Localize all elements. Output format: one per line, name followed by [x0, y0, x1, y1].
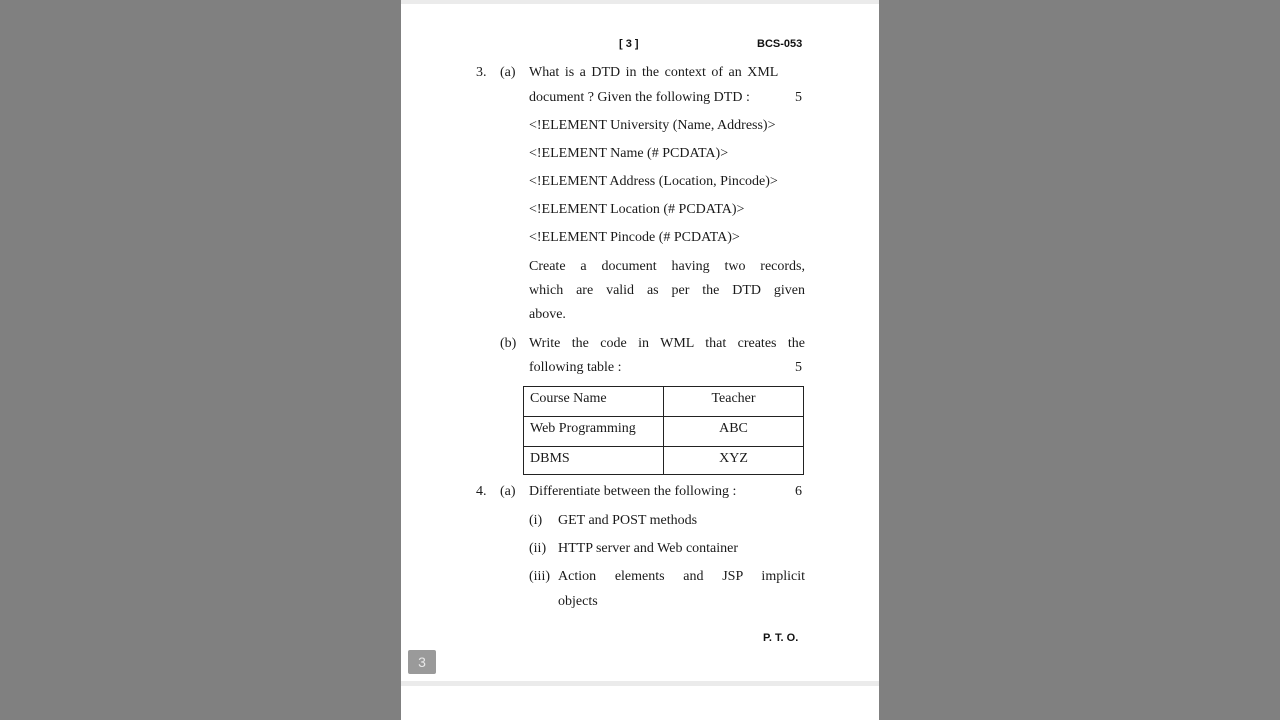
question-3b-label: (b): [500, 336, 517, 351]
question-3a-line1-text: What is a DTD in the context of an XML: [529, 65, 779, 80]
table-cell: Web Programming: [524, 417, 664, 447]
task-line: above.: [529, 307, 566, 322]
question-3-number: 3.: [476, 65, 487, 80]
page-number-header: [ 3 ]: [619, 38, 639, 50]
dtd-line: <!ELEMENT Location (# PCDATA)>: [529, 202, 745, 217]
question-3b-line2: following table :: [529, 360, 622, 375]
page-number-badge: 3: [408, 650, 436, 674]
table-cell: XYZ: [719, 451, 748, 466]
table-header-course-name: Course Name: [524, 387, 664, 417]
question-3b-line1: Write the code in WML that creates the: [529, 336, 805, 351]
document-page: [401, 0, 879, 720]
sub-item-text: HTTP server and Web container: [558, 541, 739, 556]
question-3b-marks: 5: [795, 360, 802, 375]
sub-item-label: (i): [529, 513, 543, 528]
task-line: Create a document having two records,: [529, 259, 805, 274]
dtd-line: <!ELEMENT Name (# PCDATA)>: [529, 146, 729, 161]
dtd-line: <!ELEMENT Pincode (# PCDATA)>: [529, 230, 740, 245]
course-table: [523, 386, 804, 475]
sub-item-text-continued: objects: [558, 594, 598, 609]
question-4a-marks: 6: [795, 484, 802, 499]
table-header-teacher: Teacher: [664, 387, 803, 417]
paper-code: BCS-053: [757, 38, 803, 50]
sub-item-label: (ii): [529, 541, 547, 556]
sub-item-label: (iii): [529, 569, 550, 584]
table-cell: ABC: [664, 417, 803, 447]
question-4a-label: (a): [500, 484, 516, 499]
table-cell: DBMS: [524, 447, 664, 474]
question-3a-label: (a): [500, 65, 516, 80]
sub-item-text: Action elements and JSP implicit: [558, 569, 805, 584]
pto-label: P. T. O.: [763, 632, 799, 644]
question-3a-line1: [529, 65, 805, 81]
page-top-divider: [401, 0, 879, 4]
question-4-number: 4.: [476, 484, 487, 499]
sub-item-text: GET and POST methods: [558, 513, 698, 528]
task-line: which are valid as per the DTD given: [529, 283, 805, 298]
question-3a-marks: 5: [795, 90, 802, 105]
dtd-line: <!ELEMENT University (Name, Address)>: [529, 118, 776, 133]
page-bottom-divider: [401, 681, 879, 686]
dtd-line: <!ELEMENT Address (Location, Pincode)>: [529, 174, 778, 189]
question-4a-line1: Differentiate between the following :: [529, 484, 737, 499]
question-3a-line2: document ? Given the following DTD :: [529, 90, 750, 105]
